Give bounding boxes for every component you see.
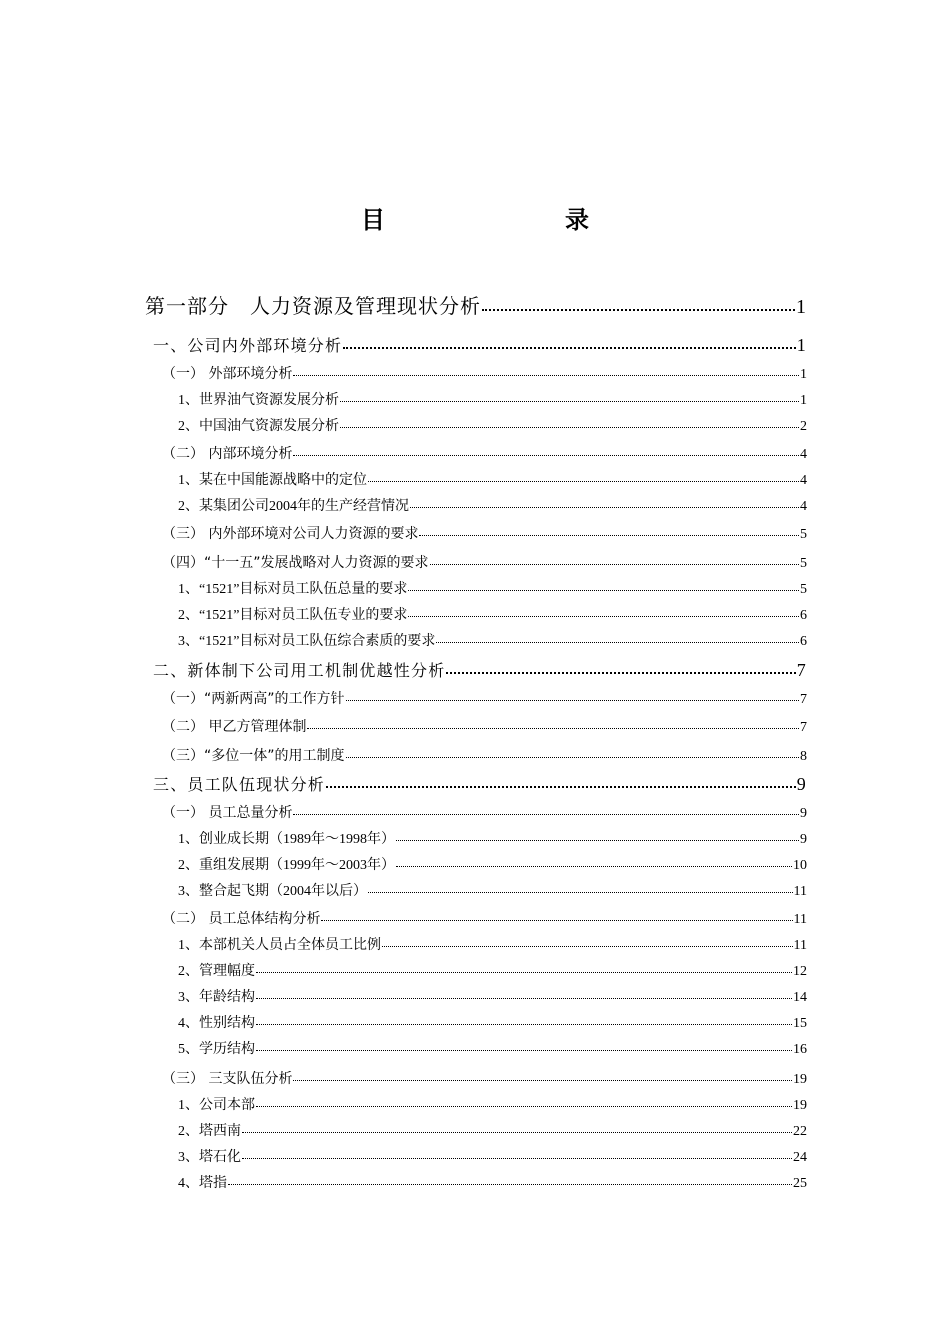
- toc-entry[interactable]: [178, 1146, 807, 1166]
- toc-entry-page: 7: [800, 692, 807, 707]
- toc-entry-page: 4: [800, 473, 807, 488]
- toc-entry-title: 3、“1521”目标对员工队伍综合素质的要求: [178, 634, 436, 649]
- toc-entry-page: 11: [793, 912, 807, 927]
- toc-entry[interactable]: [153, 333, 807, 356]
- toc-entry[interactable]: [178, 880, 807, 900]
- toc-entry-page: 7: [800, 720, 807, 735]
- toc-entry-title: （一） 外部环境分析: [162, 366, 293, 382]
- toc-entry-page: 25: [793, 1176, 807, 1191]
- toc-entry[interactable]: [162, 443, 807, 463]
- toc-entry[interactable]: [178, 630, 807, 650]
- dot-leader: [482, 309, 795, 311]
- toc-entry-title: 2、某集团公司2004年的生产经营情况: [178, 499, 409, 514]
- dot-leader: [368, 481, 799, 482]
- toc-entry-page: 1: [796, 335, 807, 355]
- toc-entry-title: （三） 三支队伍分析: [162, 1071, 293, 1087]
- toc-entry-title: 三、员工队伍现状分析: [153, 775, 326, 794]
- toc-entry[interactable]: [178, 495, 807, 515]
- toc-entry-page: 9: [796, 774, 807, 794]
- toc-entry[interactable]: [162, 523, 807, 543]
- toc-entry-page: 5: [800, 556, 807, 571]
- toc-entry-page: 9: [800, 832, 807, 847]
- dot-leader: [436, 642, 799, 643]
- toc-entry[interactable]: [178, 1094, 807, 1114]
- toc-title: 目 录: [361, 206, 633, 234]
- dot-leader: [326, 786, 796, 788]
- toc-entry-title: （二） 内部环境分析: [162, 446, 293, 462]
- toc-entry[interactable]: [178, 828, 807, 848]
- toc-entry[interactable]: [162, 1068, 807, 1088]
- dot-leader: [256, 1106, 792, 1107]
- toc-entry-title: （二） 员工总体结构分析: [162, 911, 321, 927]
- dot-leader: [228, 1184, 792, 1185]
- toc-entry-title: （一）“两新两高”的工作方针: [162, 691, 345, 707]
- toc-entry[interactable]: [145, 290, 807, 319]
- toc-entry-title: 2、“1521”目标对员工队伍专业的要求: [178, 608, 408, 623]
- toc-entry[interactable]: [162, 802, 807, 822]
- toc-entry-page: 10: [793, 858, 807, 873]
- toc-entry[interactable]: [178, 389, 807, 409]
- toc-entry-page: 15: [793, 1016, 807, 1031]
- toc-entry-title: （三）“多位一体”的用工制度: [162, 748, 345, 764]
- toc-entry-page: 16: [793, 1042, 807, 1057]
- dot-leader: [242, 1158, 792, 1159]
- dot-leader: [346, 700, 799, 701]
- toc-entry-title: 1、某在中国能源战略中的定位: [178, 473, 367, 488]
- dot-leader: [293, 375, 799, 376]
- dot-leader: [307, 728, 799, 729]
- dot-leader: [346, 757, 799, 758]
- toc-entry[interactable]: [178, 578, 807, 598]
- dot-leader: [256, 998, 792, 999]
- toc-entry-title: 3、年龄结构: [178, 990, 255, 1005]
- toc-entry[interactable]: [153, 658, 807, 681]
- dot-leader: [321, 920, 792, 921]
- toc-entry-page: 19: [793, 1098, 807, 1113]
- toc-entry-page: 11: [793, 938, 807, 953]
- toc-entry[interactable]: [178, 1172, 807, 1192]
- dot-leader: [340, 427, 799, 428]
- dot-leader: [396, 840, 799, 841]
- toc-entry-page: 4: [800, 447, 807, 462]
- toc-entry[interactable]: [162, 716, 807, 736]
- toc-entry-title: 二、新体制下公司用工机制优越性分析: [153, 661, 446, 680]
- toc-entry[interactable]: [162, 688, 807, 708]
- toc-entry[interactable]: [153, 772, 807, 795]
- toc-entry-page: 9: [800, 806, 807, 821]
- dot-leader: [368, 892, 793, 893]
- toc-entry-page: 19: [793, 1072, 807, 1087]
- toc-entry[interactable]: [162, 552, 807, 572]
- toc-entry[interactable]: [178, 1120, 807, 1140]
- dot-leader: [242, 1132, 792, 1133]
- toc-entry-page: 2: [800, 419, 807, 434]
- toc-entry-page: 6: [800, 608, 807, 623]
- toc-entry-title: 2、中国油气资源发展分析: [178, 419, 339, 434]
- toc-entry-title: 1、创业成长期（1989年～1998年）: [178, 832, 395, 847]
- toc-entry-page: 22: [793, 1124, 807, 1139]
- toc-entry-title: 4、塔指: [178, 1176, 227, 1191]
- toc-entry-page: 1: [800, 393, 807, 408]
- toc-entry-title: 2、管理幅度: [178, 964, 255, 979]
- toc-entry-page: 11: [793, 884, 807, 899]
- toc-entry-title: （三） 内外部环境对公司人力资源的要求: [162, 526, 419, 542]
- dot-leader: [430, 564, 799, 565]
- dot-leader: [408, 590, 799, 591]
- toc-entry-title: （四）“十一五”发展战略对人力资源的要求: [162, 555, 429, 571]
- toc-entry-title: 1、本部机关人员占全体员工比例: [178, 938, 381, 953]
- toc-entry-title: （二） 甲乙方管理体制: [162, 719, 307, 735]
- toc-entry-page: 1: [796, 296, 807, 318]
- toc-entry[interactable]: [178, 854, 807, 874]
- dot-leader: [410, 507, 799, 508]
- toc-entry-page: 1: [800, 367, 807, 382]
- dot-leader: [293, 1080, 792, 1081]
- toc-entry[interactable]: [178, 960, 807, 980]
- toc-entry[interactable]: [178, 934, 807, 954]
- toc-entry[interactable]: [178, 986, 807, 1006]
- toc-entry-page: 4: [800, 499, 807, 514]
- toc-entry[interactable]: [178, 469, 807, 489]
- toc-entry[interactable]: [162, 363, 807, 383]
- toc-entry[interactable]: [178, 604, 807, 624]
- dot-leader: [256, 972, 792, 973]
- toc-entry-page: 24: [793, 1150, 807, 1165]
- toc-entry[interactable]: [178, 415, 807, 435]
- dot-leader: [396, 866, 792, 867]
- dot-leader: [343, 347, 796, 349]
- toc-entry-title: 5、学历结构: [178, 1042, 255, 1057]
- toc-entry[interactable]: [178, 1012, 807, 1032]
- dot-leader: [293, 455, 799, 456]
- toc-entry[interactable]: [162, 745, 807, 765]
- toc-entry-title: 1、世界油气资源发展分析: [178, 393, 339, 408]
- toc-entry-title: 3、整合起飞期（2004年以后）: [178, 884, 367, 899]
- toc-entry-page: 7: [796, 660, 807, 680]
- toc-entry-page: 6: [800, 634, 807, 649]
- dot-leader: [446, 672, 795, 674]
- toc-entry-page: 5: [800, 527, 807, 542]
- toc-entry-title: 一、公司内外部环境分析: [153, 336, 343, 355]
- toc-entry-page: 14: [793, 990, 807, 1005]
- toc-entry-page: 12: [793, 964, 807, 979]
- dot-leader: [419, 535, 799, 536]
- toc-entry-title: 2、重组发展期（1999年～2003年）: [178, 858, 395, 873]
- toc-entry-title: （一） 员工总量分析: [162, 805, 293, 821]
- toc-entry-title: 4、性别结构: [178, 1016, 255, 1031]
- dot-leader: [408, 616, 799, 617]
- toc-entry[interactable]: [178, 1038, 807, 1058]
- toc-entry-title: 第一部分 人力资源及管理现状分析: [145, 294, 481, 318]
- toc-entry-page: 5: [800, 582, 807, 597]
- toc-entry-page: 8: [800, 749, 807, 764]
- dot-leader: [256, 1024, 792, 1025]
- dot-leader: [256, 1050, 792, 1051]
- toc-entry-title: 1、公司本部: [178, 1098, 255, 1113]
- dot-leader: [382, 946, 793, 947]
- toc-entry-title: 2、塔西南: [178, 1124, 241, 1139]
- dot-leader: [293, 814, 799, 815]
- toc-entry[interactable]: [162, 908, 807, 928]
- toc-entry-title: 3、塔石化: [178, 1150, 241, 1165]
- dot-leader: [340, 401, 799, 402]
- toc-entry-title: 1、“1521”目标对员工队伍总量的要求: [178, 582, 408, 597]
